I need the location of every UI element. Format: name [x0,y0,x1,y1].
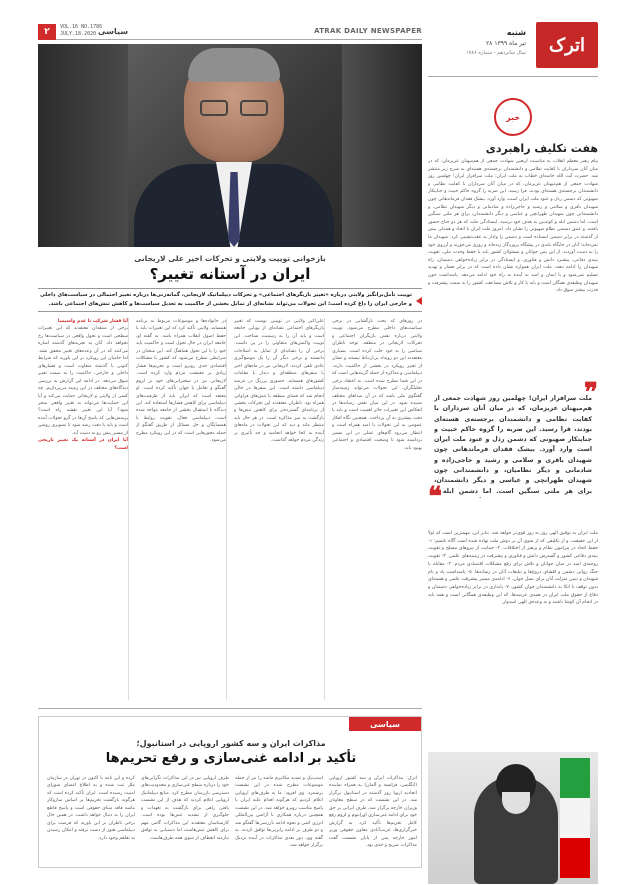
bottom-divider [38,708,422,709]
article-column-3 [136,318,226,700]
column-divider [128,318,129,700]
paper-name: ATRAK DAILY NEWSPAPER [314,27,422,35]
volume-info [60,24,102,38]
editorial-title[interactable]: هفت تکلیف راهبردی [485,142,598,155]
editorial-body: پیام رهبر معظم انقلاب به مناسبت اربعین شهادت جمعی از هم‌میهنان عزیزمان، که در میان آنان سرداران با کفایت نظامی و دانشمندان برجسته‌ی هسته‌ای به شرح زیر منتشر شد. حضرت آیت الله خامنه‌ای خطاب به ملت ایران: ملت سرافراز ایران! چهلمین روز شهادت جمعی از هم‌میهنان عزیزمان، که در میان آنان سرداران با کفایت نظامی و دانشمندان برجسته‌ی هسته‌ای بودند، فرا رسید. این ضربه را گروه حاکم خبیث و جنایتکار صهیونی که دشمن رذل و عنود ملت ایران است، وارد آورد. بیشک فقدان فرماندهانی چون شهیدان باقری و سلامی و رشید و حاجی‌زاده و شادمانی و دیگر شهیدان نظامی، و دانشمندانی چون شهیدان طهرانچی و عباسی و دیگر دانشمندان، برای هر ملتی سنگین است. اما دشمن ابله و کوته‌بین به هدف خود نرسید. ایستادگی ملت که هر دو جناح حضور یافتند، و عمق دشمنی نظام صهیونی را نشان داد. امروز ملت ایران با اتحاد و همدلی بیش از گذشته در برابر دشمن ایستاده است و دشمن را وادار به عقب‌نشینی کرد. شهیدان ما نمرده‌اند؛ آنان در جایگاه بلندی در پیشگاه پروردگار زنده‌اند و روزی می‌خورند و آرزوی خود را به دست آوردند. از این پس جوانان و مسئولان کشور باید با حفظ وحدت ملی، تقویت بنیه‌ی دفاعی، پیشبرد دانش و فناوری، و ایستادگی در برابر زیاده‌خواهی دشمنان، راه شهیدان را ادامه دهند. ملت ایران همواره نشان داده است که در برابر فشار و تهدید تسلیم نمی‌شود و با ایمان و امید به آینده به راه خود ادامه می‌دهد. پاسداشت خون شهیدان وظیفه‌ی همگان است و باید با کار و تلاش مضاعف، کشور را به سمت پیشرفت و قدرت بیشتر سوق داد. [428,159,598,294]
article-column-2-text: علی‌اکبر ولایتی در توییتی نوشت که تغییر بازیگرهای اجتماعی نشانه‌ای از پویایی جامعه است و باید آن را به رسمیت شناخت. این توییت واکنش‌های متفاوتی را در پی داشت. برخی آن را نشانه‌ای از تمایل به اصلاحات دانستند و برخی دیگر آن را یک موضع‌گیری عادی تلقی کردند. لاریجانی نیز در ماه‌های اخیر با سفرهای منطقه‌ای و دیدار با مقامات کشورهای همسایه، حضوری پررنگ در عرصه دیپلماسی داشته است. این سفرها در حالی انجام شد که فضای منطقه با تنش‌های فراوانی همراه بود. ناظران معتقدند این تحرکات بخشی از برنامه‌ای گسترده‌تر برای کاهش تنش‌ها و بازگشت به میز مذاکره است. در هر حال باید منتظر ماند و دید که این تحولات در ماه‌های آینده به کجا خواهد انجامید و چه تأثیری بر زندگی مردم خواهد گذاشت. [234,319,324,444]
pull-quote [428,380,598,510]
article-column-3-text: در خانواده‌ها و موضوعات مربوط به برنامه همسایه، ولایتی تأکید کرد که این تغییرات باید با حفظ اصول انقلاب همراه باشد. به گفته او، جامعه ایران در حال تحول است و حاکمیت باید خود را با این تحول هماهنگ کند. این سخنان در شرایطی مطرح می‌شود که کشور با مشکلات اقتصادی جدی روبرو است و تحریم‌ها فشار زیادی بر معیشت مردم وارد کرده است. لاریجانی نیز در سخنرانی‌های خود بر لزوم گفتگو و تعامل با جهان تأکید کرده است. او معتقد است که ایران باید از ظرفیت‌های دیپلماسی برای کاهش فشارها استفاده کند. این دیدگاه با استقبال بخشی از جامعه مواجه شده است. دیپلماسی فعال، تقویت روابط با همسایگان و حل مسائل از طریق گفتگو از جمله محورهایی است که در این رویکرد مطرح می‌شود. [136,319,226,444]
article-column-2 [234,318,324,700]
lead-text: توییت تأمل‌برانگیز ولایتی درباره «تغییر بازیگرهای اجتماعی» و تحرکات دیپلماتیک لاریجانی، گمانه‌زنی‌ها درباره تغییر احتمالی در سیاست‌های داخلی و خارجی ایران را داغ کرده است؛ این تحولات می‌تواند نشانه‌ای از تمایل بخشی از حاکمیت به تعدیل سیاست‌ها و کاهش تنش‌های اجتماعی باشد. [40,292,412,307]
main-article-kicker: بازخوانی توییت ولایتی و تحرکات اخیر علی لاریجانی [134,254,326,263]
leader-photo [428,752,598,884]
duties-list: ملت ایران به توفیق الهی روز به روز قوی‌تر خواهد شد. بنابر این، مهمترین است که اولاً از این حقیقت، و از تکلیفی که از سوی آن بر دوش ملت نهاده شده است آگاه باشیم: ۱- حفظ اتحاد در پیرامون نظام و پرهیز از اختلافات. ۲- حمایت از نیروهای مسلح و تقویت بنیه‌ی دفاعی کشور و گسترش دانش و فناوری و پیشرفت در زمینه‌های علمی. ۳- تقویت روحیه‌ی امید در میان جوانان و تلاش برای رفع مشکلات اقتصادی مردم. ۴- مقابله با جنگ روانی دشمن و افشای دروغ‌ها و تبلیغات آنان در رسانه‌ها. ۵- پاسداشت یاد و نام شهیدان و تبیین منزلت آنان برای نسل جوان. ۶- ادامه‌ی مسیر پیشرفت علمی و هسته‌ای بدون توقف با اتکا به دانشمندان جوان کشور. ۷- پایداری در برابر زیاده‌خواهی دشمنان و دفاع از حقوق ملت ایران در همه‌ی عرصه‌ها، که این وظیفه‌ی همگانی است و همه باید در انجام آن کوشا باشند و به وعده‌ی الهی امیدوار. [428,531,598,606]
bottom-article-kicker: مذاکرات ایران و سه کشور اروپایی در استانبول؛ [136,739,326,748]
quote-close-icon: ❝ [428,482,442,512]
bottom-column-2: اسنپ‌بک و تمدید مکانیزم ماشه را نیز از جمله موضوعات مطرح شده در این نشست برشمرد. وی افزود: ما به طرف‌های اروپایی اعلام کردیم که هرگونه اقدام علیه ایران با پاسخ مناسب روبرو خواهد شد. در این نشست همچنین درباره همکاری با آژانس بین‌المللی انرژی اتمی و نحوه ادامه بازرسی‌ها گفتگو شد و دو طرف بر ادامه رایزنی‌ها توافق کردند. به گفته وی، دور بعدی مذاکرات در آینده نزدیک برگزار خواهد شد. [235,776,323,849]
photo-glasses-left [200,100,228,116]
bottom-section-tag: سیاسی [349,717,421,731]
article-column-4-text: برخی از منتقدان معتقدند که این تغییرات سطحی است و تحول واقعی در سیاست‌ها رخ نخواهد داد. آنان به تجربه‌های گذشته اشاره می‌کنند که در آن وعده‌های تغییر محقق نشد. اما حامیان این رویکرد بر این باورند که شرایط کنونی با گذشته متفاوت است و فشارهای داخلی و خارجی، حاکمیت را به سمت تغییر سوق می‌دهد. در ادامه این گزارش به بررسی دیدگاه‌های مختلف در این زمینه می‌پردازیم. چه کسی از ولایتی و لاریجانی حمایت می‌کند و آیا این حمایت‌ها می‌تواند به تغییر واقعی منجر شود؟ آیا این تغییر نقشه راه است؟ پرسش‌هایی که پاسخ آن‌ها در گرو تحولات آینده است و باید با دقت رصد شود تا تصویری روشن از مسیر پیش رو به دست آید. [38,326,128,436]
masthead [428,22,598,72]
bottom-article-body [45,775,417,865]
main-article-headline[interactable]: ایران در آستانه تغییر؟ [149,265,311,283]
lead-arrow-icon [416,297,422,305]
main-article-lead [38,288,422,312]
bottom-column-3: طرف اروپایی نیز در این مذاکرات نگرانی‌های خود را درباره سطح غنی‌سازی و محدودیت‌های دسترسی بازرسان مطرح کرد. منابع دیپلماتیک اروپایی اعلام کردند که هدف از این نشست یافتن راهی برای بازگشت به تعهدات و جلوگیری از تشدید تنش‌ها بوده است. کارشناسان معتقدند این مذاکرات گامی مهم برای کاهش تنش‌هاست اما دستیابی به توافق نیازمند انعطاف از سوی همه طرف‌هاست. [141,776,229,841]
atrak-logo[interactable]: اترک [536,22,598,68]
quote-text: ملت سرافراز ایران! چهلمین روز شهادت جمعی از هم‌میهنان عزیزمان، که در میان آنان سرداران با کفایت نظامی و دانشمندان برجسته‌ی هسته‌ای بودند، فرا رسید. این ضربه را گروه حاکم خبیث و جنایتکار صهیونی که دشمن رذل و عنود ملت ایران است وارد آورد. بیشک فقدان فرماندهانی چون شهیدان باقری و سلامی و رشید و حاجی‌زاده و شادمانی و دیگر نظامیان، و دانشمندانی چون شهیدان طهرانچی و عباسی و دیگر دانشمندان، برای هر ملتی سنگین است. اما دشمن ابله و [434,395,592,495]
issue-date: ۲۸ تیر ماه ۱۳۹۹ [485,40,526,47]
issue-day: شنبه [506,28,526,37]
article-column-1-text: در روزهای که بحث بازگشایی در برخی سیاست‌های داخلی مطرح می‌شود، توییت ولایتی درباره نقش بازیگران اجتماعی و تحرکات لاریجانی در منطقه، توجه ناظران سیاسی را به خود جلب کرده است. بسیاری معتقدند این دو رویداد بی‌ارتباط نیستند و نشان از تغییر رویکرد در بخشی از حاکمیت دارند. دیپلماسی و مذاکره از جمله گزینه‌هایی است که در این فضا مطرح شده است. به اعتقاد برخی تحلیلگران، این تحولات می‌تواند زمینه‌ساز گفتگوی ملی باشد که در آن صداهای مختلف شنیده شود. در این میان نقش رسانه‌ها در انعکاس این تغییرات حائز اهمیت است و باید با دقت بیشتری به آن پرداخت. همچنین نگاه افکار عمومی به این تحولات با امید همراه است و انتظار می‌رود گام‌های عملی در این مسیر برداشته شود تا وضعیت اقتصادی و اجتماعی بهبود یابد. [332,319,422,451]
news-badge: خبر [494,98,532,136]
bottom-article [38,716,422,868]
quote-open-icon: ❞ [584,378,598,408]
section-label: سیاسی [98,27,129,36]
iran-flag-icon [560,758,590,878]
article-subheading-1: آیا فشار شرکت تا عدم واسیمیا [57,319,128,324]
issue-number: سال شانزدهم - شماره ۱۷۸۶ [466,50,526,56]
article-subheading-2: آیا ایران در آستانه یک تغییر تاریخی است؟ [38,438,128,451]
photo-glasses-right [240,100,268,116]
photo-hair [188,48,280,82]
volume-number: VOL.16 NO.1786 [60,24,103,30]
page-number: ۲ [38,24,56,40]
article-column-4 [38,318,128,700]
volume-date: JULY.18.2020 [60,31,97,37]
main-article-body [38,318,422,700]
column-divider [324,318,325,700]
main-article-photo [38,44,422,247]
photo-background-right [342,44,422,247]
bottom-column-1: اترک: مذاکرات ایران و سه کشور اروپایی (انگلیس، فرانسه و آلمان) به همراه نماینده اتحادیه اروپا روز گذشته در استانبول برگزار شد. در این نشست که در سطح معاونان وزیران خارجه برگزار شد، طرف ایرانی بر حق خود برای ادامه غنی‌سازی اورانیوم و لزوم رفع کامل تحریم‌ها تأکید کرد. به گزارش خبرگزاری‌ها، غریب‌آبادی معاون حقوقی وزیر امور خارجه پس از پایان نشست گفت مذاکرات صریح و جدی بود. [329,776,417,849]
photo-background-left [38,44,128,247]
column-divider [226,318,227,700]
bottom-column-4: کرده و این نامه با اکنون در تهران در سازمان ملل ثبت شده و به اطلاع اعضای شورای امنیت رسیده است. ایران تأکید کرده است که هرگونه بازگشت تحریم‌ها بر اساس سازوکار ماشه فاقد مبنای حقوقی است و پاسخ قاطع ایران را به دنبال خواهد داشت. در همین حال برخی ناظران بر این باورند که فرصت برای دیپلماسی هنوز از دست نرفته و امکان رسیدن به تفاهم وجود دارد. [47,776,135,841]
masthead-divider [428,76,598,77]
bottom-article-headline[interactable]: تأکید بر ادامه غنی‌سازی و رفع تحریم‌ها [105,751,357,766]
article-column-1 [332,318,422,700]
right-column [428,18,598,884]
